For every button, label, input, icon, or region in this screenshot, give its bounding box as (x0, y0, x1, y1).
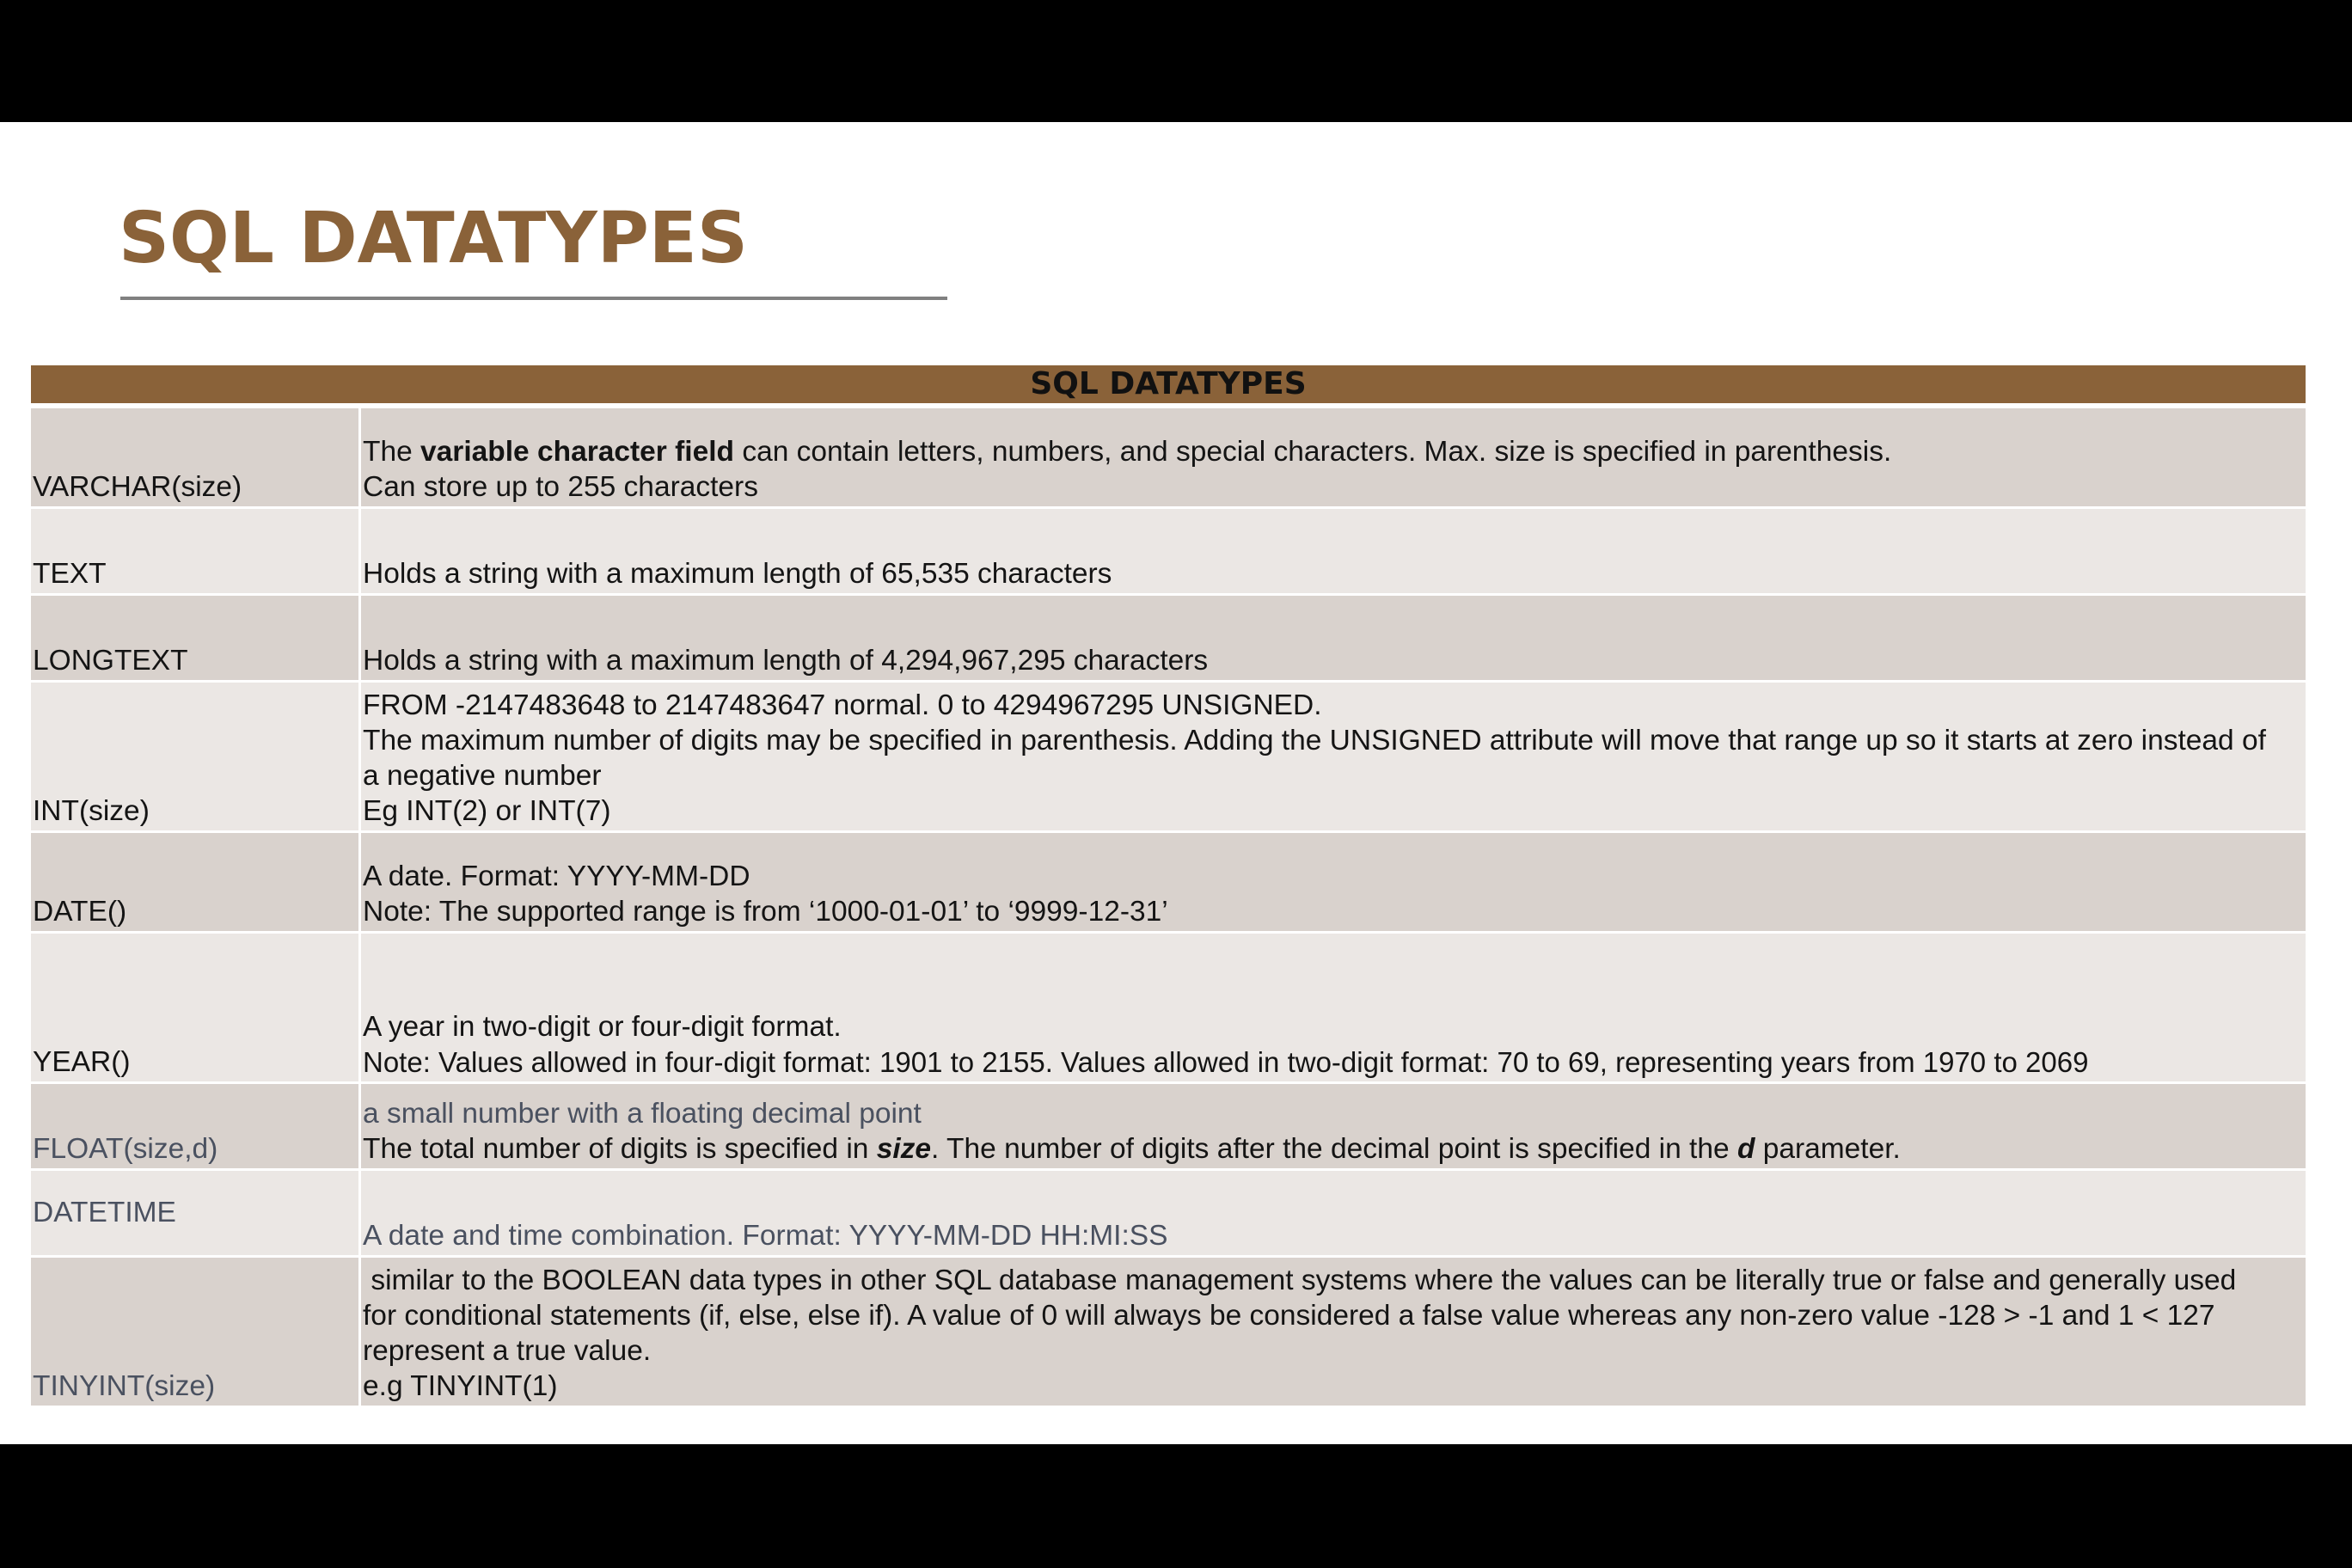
description-line (363, 434, 2271, 469)
description-line: Note: The supported range is from ‘1000-01-01’ to ‘9999-12-31’ (363, 896, 1168, 928)
datatype-description (361, 509, 2306, 593)
datatype-description (361, 833, 2306, 931)
datatype-description (361, 596, 2306, 680)
table-row (31, 596, 2306, 680)
datatype-name (31, 408, 358, 506)
datatype-label: TINYINT(size) (33, 1370, 216, 1402)
description-line: FROM -2147483648 to 2147483647 normal. 0 to 4294967295 UNSIGNED. (363, 689, 1322, 721)
description-line: A year in two-digit or four-digit format. (363, 1011, 842, 1043)
datatype-label: TEXT (33, 558, 107, 590)
description-text: . The number of digits after the decimal point is specified in the (931, 1133, 1737, 1165)
slide (0, 122, 2352, 1444)
datatype-name (31, 1258, 358, 1406)
datatype-label: YEAR() (33, 1046, 131, 1078)
datatype-description (361, 1258, 2306, 1406)
description-line: similar to the BOOLEAN data types in other SQL database management systems where the values can be literally true or false and generally used for conditional statements (if, else, else if). A value of 0 will always be considered a false value whereas any non-zero value -128 > -1 and 1 < 127 represent a true value. (363, 1265, 2245, 1367)
description-line: Holds a string with a maximum length of 4,294,967,295 characters (363, 645, 1209, 677)
datatype-label: LONGTEXT (33, 645, 188, 677)
table-row (31, 408, 2306, 506)
description-line: Note: Values allowed in four-digit format: 1901 to 2155. Values allowed in two-digit format: 70 to 69, representing years from 1970 to 2069 (363, 1046, 2089, 1078)
datatype-label: VARCHAR(size) (33, 471, 242, 503)
table-row (31, 833, 2306, 931)
datatypes-table (31, 365, 2306, 1408)
table-row (31, 1084, 2306, 1168)
table-header-label: SQL DATATYPES (1030, 366, 1307, 401)
description-emphasis: size (876, 1133, 932, 1165)
datatype-name (31, 934, 358, 1081)
table-row (31, 509, 2306, 593)
datatype-name (31, 683, 358, 830)
table-header (31, 365, 2306, 403)
description-line: Eg INT(2) or INT(7) (363, 795, 611, 827)
slide-title: SQL DATATYPES (119, 198, 748, 279)
description-line: Can store up to 255 characters (363, 471, 758, 503)
datatype-name (31, 1171, 358, 1255)
description-text: The (363, 436, 421, 468)
description-emphasis: variable character field (420, 436, 735, 468)
datatype-description (361, 408, 2306, 506)
datatype-name (31, 596, 358, 680)
description-line: A date. Format: YYYY-MM-DD (363, 861, 750, 892)
title-underline (120, 297, 947, 300)
datatype-name (31, 1084, 358, 1168)
description-text: parameter. (1755, 1133, 1901, 1165)
table-row (31, 1258, 2306, 1406)
description-line: The maximum number of digits may be specified in parenthesis. Adding the UNSIGNED attribute will move that range up so it starts at zero instead of a negative number (363, 725, 2275, 792)
datatype-description (361, 934, 2306, 1081)
description-text: The total number of digits is specified in (363, 1133, 877, 1165)
table-row (31, 1171, 2306, 1255)
description-text: can contain letters, numbers, and special characters. Max. size is specified in parenthesis. (734, 436, 1892, 468)
datatype-name (31, 833, 358, 931)
description-line: a small number with a floating decimal point (363, 1098, 922, 1130)
description-line: A date and time combination. Format: YYYY-MM-DD HH:MI:SS (363, 1220, 1168, 1252)
description-line: Holds a string with a maximum length of 65,535 characters (363, 558, 1112, 590)
datatype-description (361, 1084, 2306, 1168)
datatype-description (361, 683, 2306, 830)
table-row (31, 683, 2306, 830)
datatype-label: DATETIME (33, 1197, 176, 1228)
description-line (363, 1131, 2271, 1167)
description-emphasis: d (1736, 1133, 1755, 1165)
datatype-name (31, 509, 358, 593)
description-line: e.g TINYINT(1) (363, 1370, 558, 1402)
datatype-label: INT(size) (33, 795, 150, 827)
table-row (31, 934, 2306, 1081)
datatype-label: FLOAT(size,d) (33, 1133, 218, 1165)
datatype-label: DATE() (33, 896, 127, 928)
datatype-description (361, 1171, 2306, 1255)
